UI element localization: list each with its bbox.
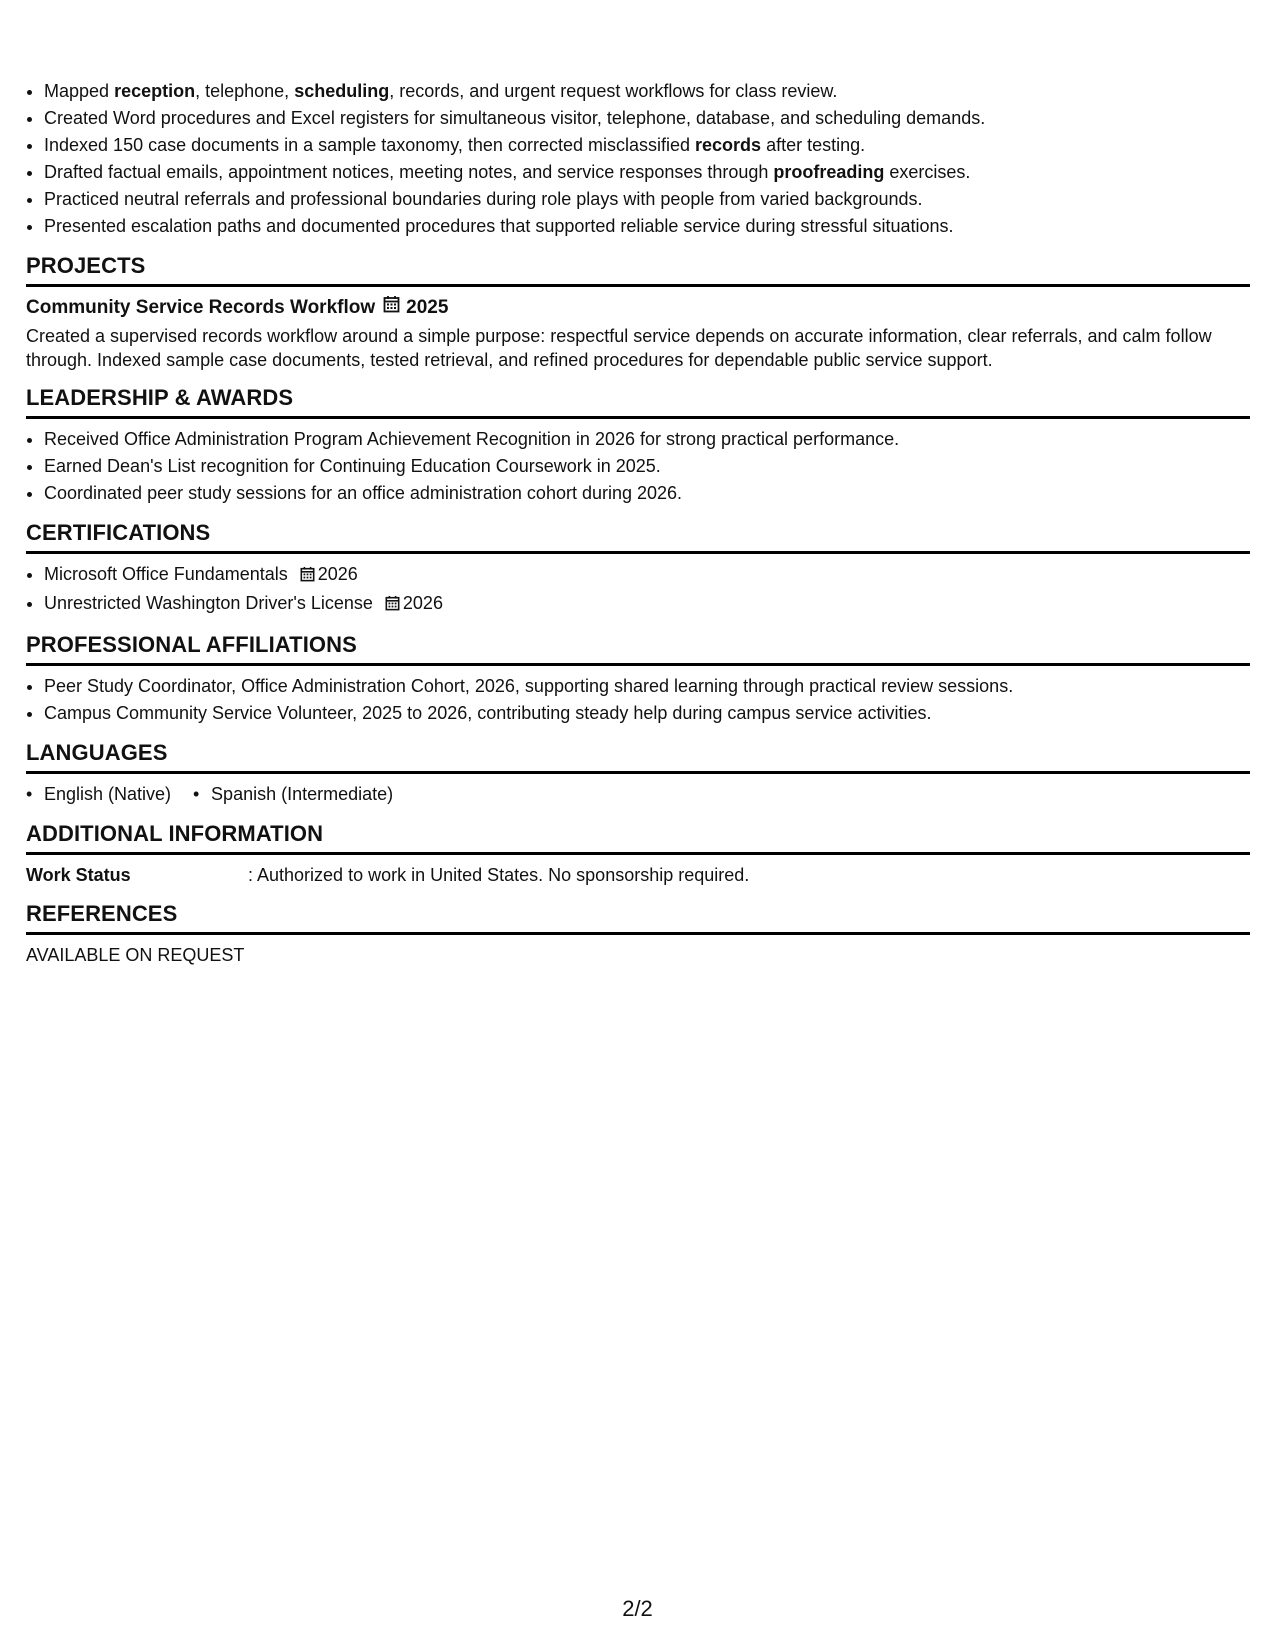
calendar-icon	[300, 563, 315, 590]
certification-name: Unrestricted Washington Driver's License	[44, 593, 373, 613]
leadership-section	[26, 384, 1250, 507]
languages-section	[26, 739, 1250, 808]
list-item: • Received Office Administration Program Achievement Recognition in 2026 for strong practical performance.	[44, 426, 1250, 453]
certification-year: 2026	[402, 593, 443, 613]
certification-name: Microsoft Office Fundamentals	[44, 564, 288, 584]
references-text: AVAILABLE ON REQUEST	[26, 945, 245, 965]
project-heading	[26, 294, 1250, 322]
certifications-list	[26, 561, 1250, 619]
list-item: • Peer Study Coordinator, Office Administration Cohort, 2026, supporting shared learning through practical review sessions.	[44, 673, 1250, 700]
experience-bullet: • Practiced neutral referrals and professional boundaries during role plays with people from varied backgrounds.	[44, 186, 1250, 213]
project-description: Created a supervised records workflow around a simple purpose: respectful service depends on accurate information, clear referrals, and calm follow through. Indexed sample case documents, tested retrieval, and refined procedures for dependable public service support.	[26, 326, 1212, 370]
list-item: • Campus Community Service Volunteer, 2025 to 2026, contributing steady help during campus service activities.	[44, 700, 1250, 727]
certifications-section	[26, 519, 1250, 619]
languages-list	[26, 781, 1250, 808]
list-item	[44, 561, 1250, 590]
experience-bullet: • Mapped reception, telephone, scheduling, records, and urgent request workflows for class review.	[44, 78, 1250, 105]
list-item: • Earned Dean's List recognition for Continuing Education Coursework in 2025.	[44, 453, 1250, 480]
list-item: • Coordinated peer study sessions for an office administration cohort during 2026.	[44, 480, 1250, 507]
work-status-label: Work Status	[26, 865, 131, 885]
experience-bullet: • Created Word procedures and Excel registers for simultaneous visitor, telephone, database, and scheduling demands.	[44, 105, 1250, 132]
project-name: Community Service Records Workflow	[26, 297, 376, 318]
bold-keyword: records	[695, 135, 762, 155]
section-title-leadership: LEADERSHIP & AWARDS	[26, 384, 1250, 419]
section-title-languages: LANGUAGES	[26, 739, 1250, 774]
resume-page	[26, 78, 1250, 968]
language-item: • English (Native)	[26, 781, 171, 808]
bold-keyword: scheduling	[294, 81, 390, 101]
section-title-additional: ADDITIONAL INFORMATION	[26, 820, 1250, 855]
experience-bullet: • Presented escalation paths and documented procedures that supported reliable service during stressful situations.	[44, 213, 1250, 240]
language-item: • Spanish (Intermediate)	[193, 781, 393, 808]
affiliations-list	[26, 673, 1250, 727]
project-year: 2025	[406, 297, 449, 318]
experience-bullet: • Indexed 150 case documents in a sample taxonomy, then corrected misclassified records after testing.	[44, 132, 1250, 159]
experience-bullet-list	[26, 78, 1250, 240]
affiliations-section	[26, 631, 1250, 727]
additional-info-section	[26, 820, 1250, 888]
work-status-row	[26, 862, 1250, 888]
certification-year: 2026	[317, 564, 358, 584]
projects-section	[26, 252, 1250, 372]
calendar-icon	[385, 592, 400, 619]
bold-keyword: proofreading	[773, 162, 885, 182]
page-number: 2/2	[622, 1596, 653, 1621]
list-item	[44, 590, 1250, 619]
references-section	[26, 900, 1250, 968]
experience-bullet: • Drafted factual emails, appointment notices, meeting notes, and service responses through proofreading exercises.	[44, 159, 1250, 186]
section-title-certifications: CERTIFICATIONS	[26, 519, 1250, 554]
section-title-affiliations: PROFESSIONAL AFFILIATIONS	[26, 631, 1250, 666]
leadership-list	[26, 426, 1250, 507]
section-title-references: REFERENCES	[26, 900, 1250, 935]
work-status-value: : Authorized to work in United States. No sponsorship required.	[248, 865, 750, 885]
calendar-icon	[383, 294, 400, 322]
bold-keyword: reception	[114, 81, 196, 101]
section-title-projects: PROJECTS	[26, 252, 1250, 287]
